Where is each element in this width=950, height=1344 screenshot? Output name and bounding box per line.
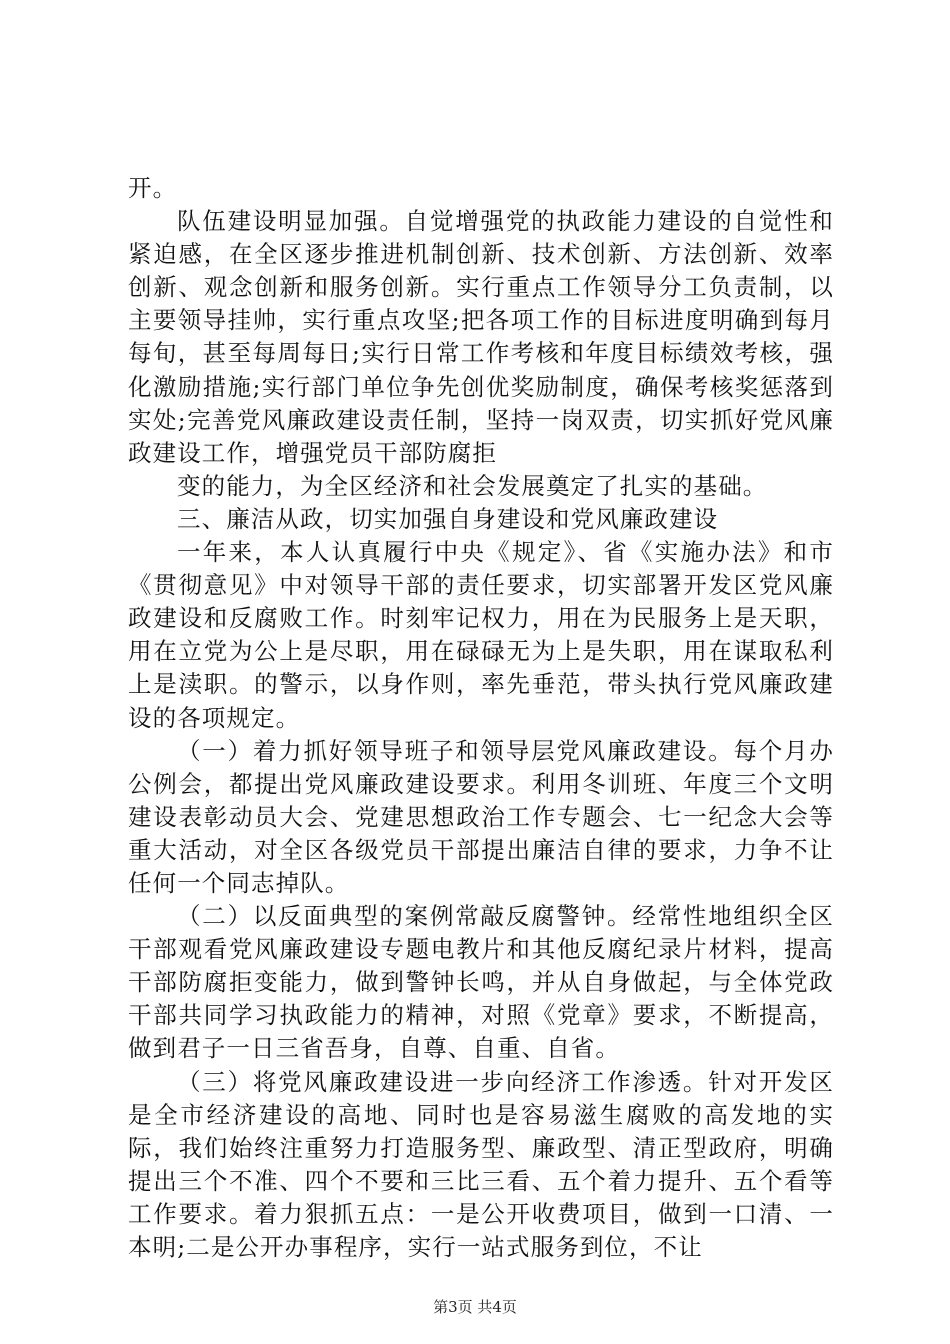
- document-body: [128, 172, 834, 1264]
- page-footer: 第3页 共4页: [433, 1298, 517, 1316]
- paragraph-item-two: （二）以反面典型的案例常敲反腐警钟。经常性地组织全区干部观看党风廉政建设专题电教片和其他反腐纪录片材料，提高干部防腐拒变能力，做到警钟长鸣，并从自身做起，与全体党政干部共同学习执政能力的精神，对照《党章》要求，不断提高，做到君子一日三省吾身，自尊、自重、自省。: [128, 902, 834, 1063]
- paragraph-item-one: （一）着力抓好领导班子和领导层党风廉政建设。每个月办公例会，都提出党风廉政建设要求。利用冬训班、年度三个文明建设表彰动员大会、党建思想政治工作专题会、七一纪念大会等重大活动，对全区各级党员干部提出廉洁自律的要求，力争不让任何一个同志掉队。: [128, 736, 834, 897]
- paragraph-team-building: 队伍建设明显加强。自觉增强党的执政能力建设的自觉性和紧迫感，在全区逐步推进机制创新、技术创新、方法创新、效率创新、观念创新和服务创新。实行重点工作领导分工负责制，以主要领导挂帅，实行重点攻坚;把各项工作的目标进度明确到每月每旬，甚至每周每日;实行日常工作考核和年度目标绩效考核，强化激励措施;实行部门单位争先创优奖励制度，确保考核奖惩落到实处;完善党风廉政建设责任制，坚持一岗双责，切实抓好党风廉政建设工作，增强党员干部防腐拒: [128, 207, 834, 467]
- paragraph-continuation: 开。: [128, 174, 178, 202]
- section-heading-integrity: 三、廉洁从政，切实加强自身建设和党风廉政建设: [177, 504, 719, 533]
- paragraph-responsibility: 一年来，本人认真履行中央《规定》、省《实施办法》和市《贯彻意见》中对领导干部的责任要求，切实部署开发区党风廉政建设和反腐败工作。时刻牢记权力，用在为民服务上是天职，用在立党为公上是尽职，用在碌碌无为上是失职，用在谋取私利上是渎职。的警示，以身作则，率先垂范，带头执行党风廉政建设的各项规定。: [128, 538, 834, 732]
- paragraph-foundation: 变的能力，为全区经济和社会发展奠定了扎实的基础。: [177, 471, 768, 500]
- paragraph-item-three: （三）将党风廉政建设进一步向经济工作渗透。针对开发区是全市经济建设的高地、同时也是容易滋生腐败的高发地的实际，我们始终注重努力打造服务型、廉政型、清正型政府，明确提出三个不准、四个不要和三比三看、五个着力提升、五个看等工作要求。着力狠抓五点：一是公开收费项目，做到一口清、一本明;二是公开办事程序，实行一站式服务到位，不让: [128, 1067, 834, 1261]
